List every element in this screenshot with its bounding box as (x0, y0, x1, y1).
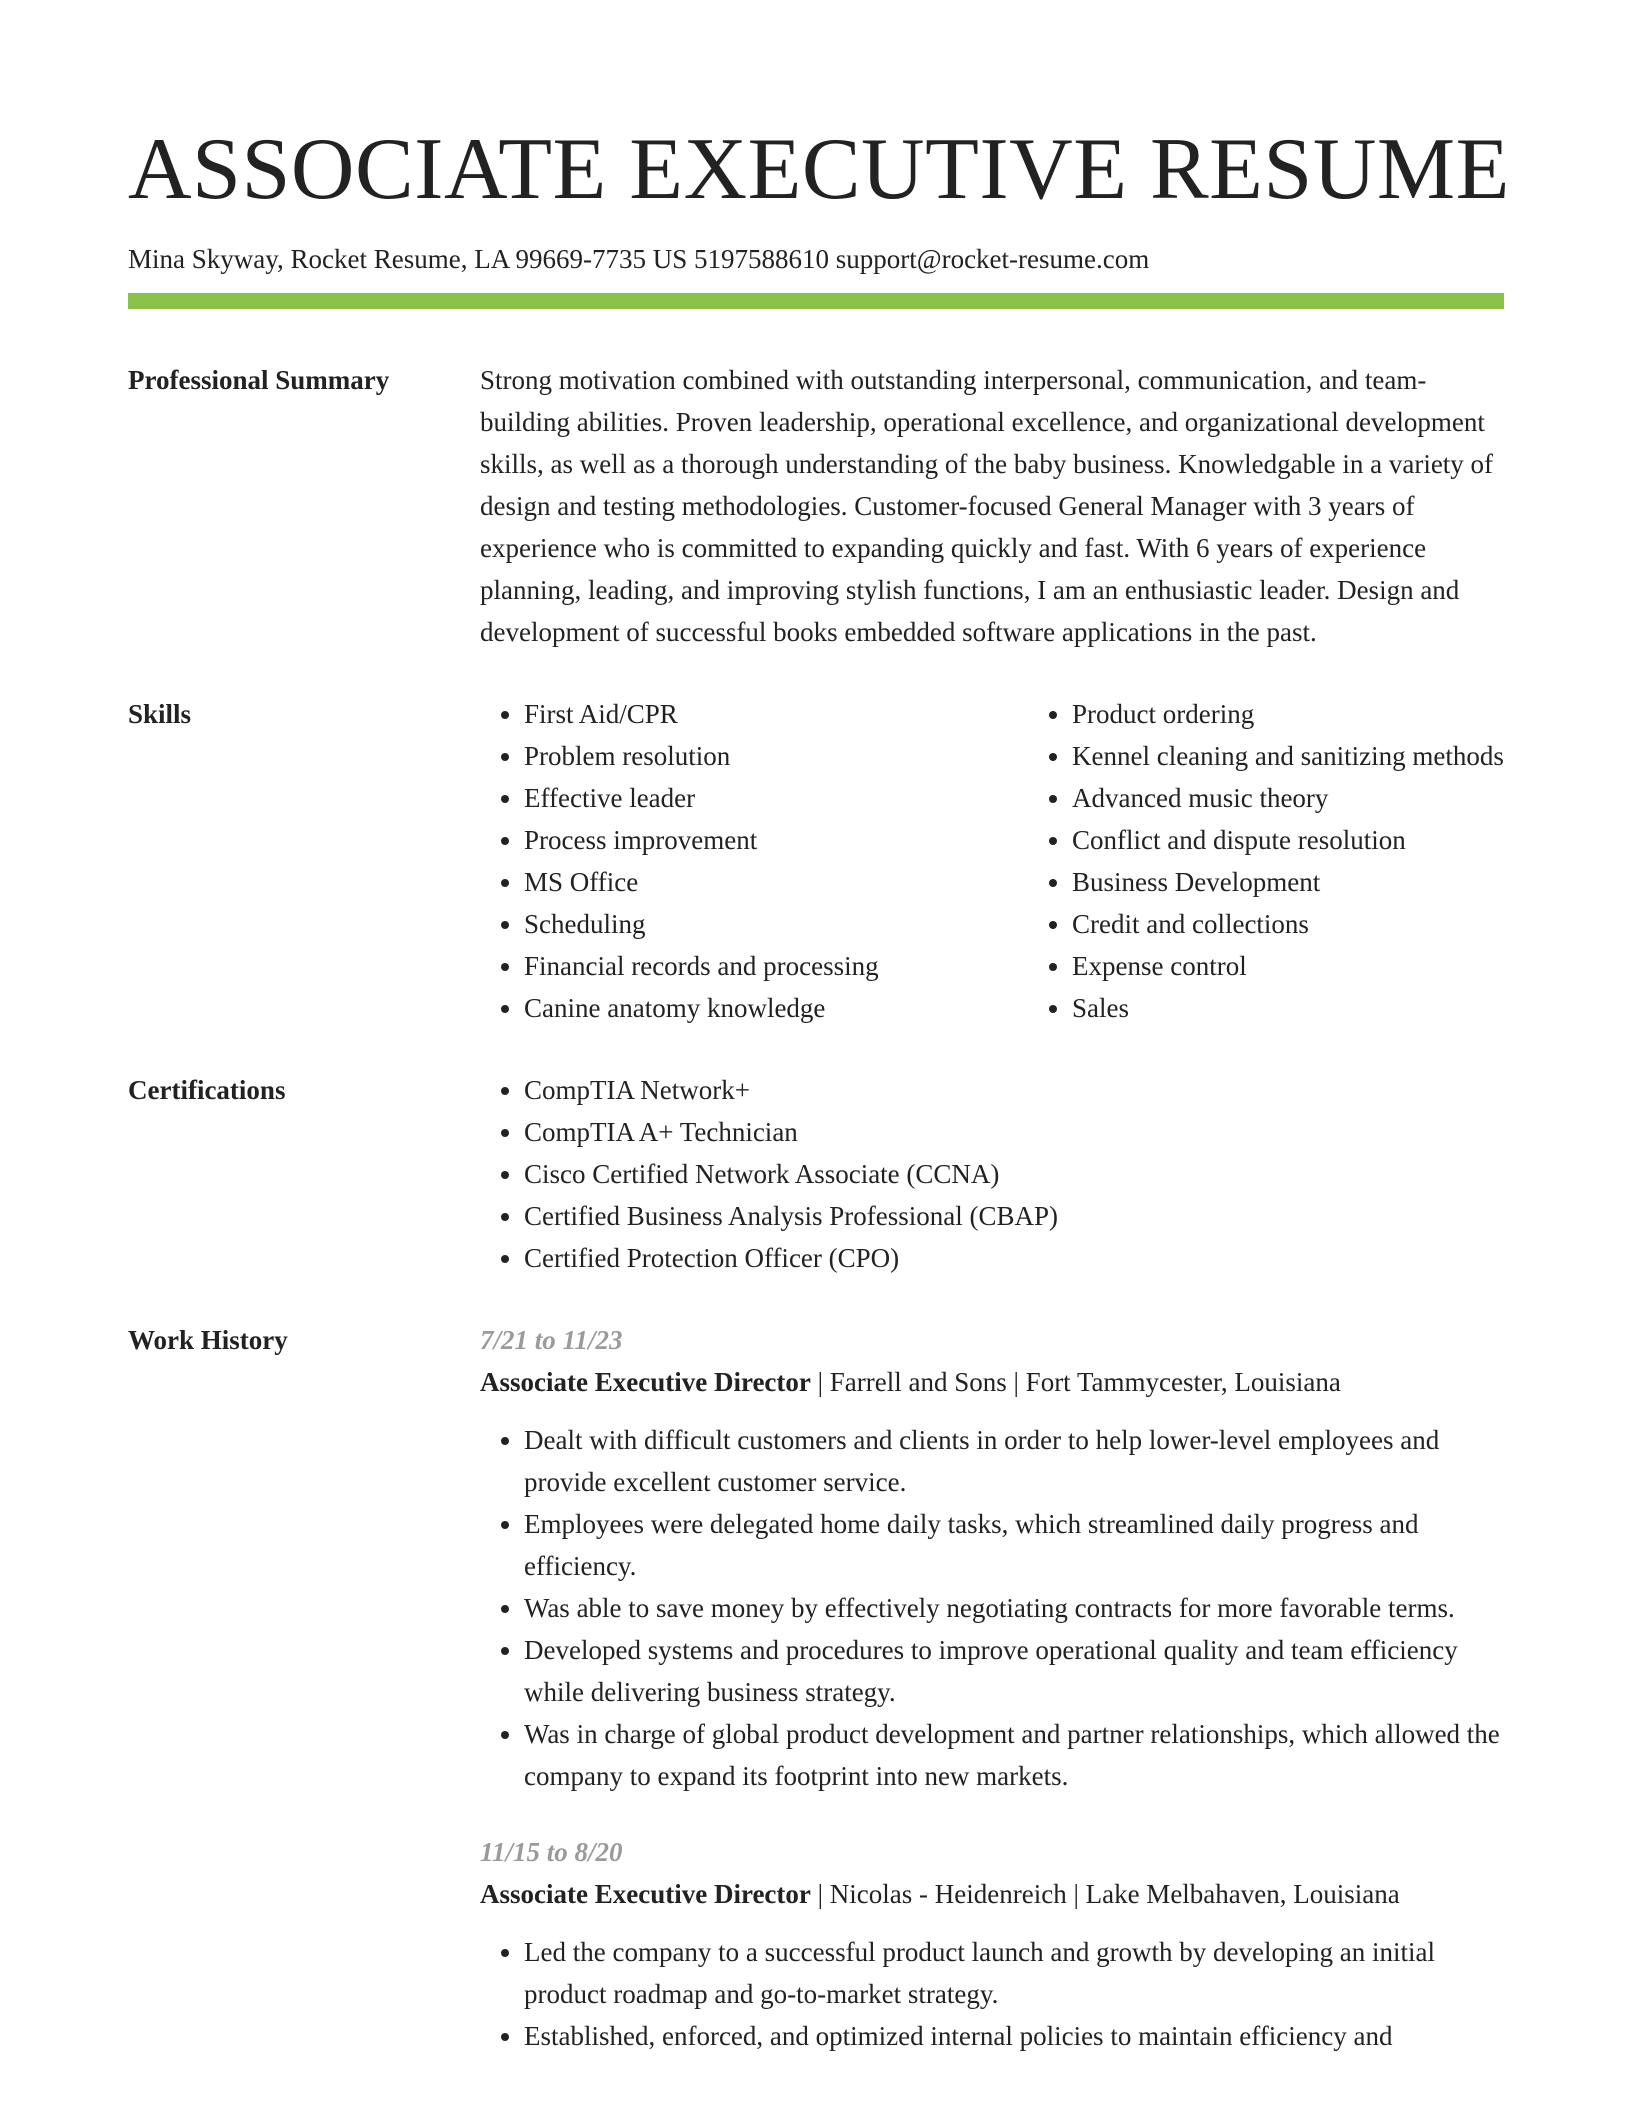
skills-list-right (1028, 693, 1576, 1029)
job-details: | Nicolas - Heidenreich | Lake Melbahaven, Louisiana (810, 1879, 1400, 1909)
skill-item: • Expense control (1072, 945, 1576, 987)
skill-item: • Sales (1072, 987, 1576, 1029)
job-bullet: • Established, enforced, and optimized internal policies to maintain efficiency and (524, 2015, 1504, 2057)
job-bullets (480, 1419, 1504, 1797)
job-bullet: • Led the company to a successful product launch and growth by developing an initial product roadmap and go-to-market strategy. (524, 1931, 1504, 2015)
contact-line: Mina Skyway, Rocket Resume, LA 99669-7735 US 5197588610 support@rocket-resume.com (128, 244, 1150, 274)
skills-list-left (480, 693, 1028, 1029)
job-heading (480, 1361, 1504, 1403)
section-label-work-history: Work History (128, 1325, 288, 1355)
skill-item: • Problem resolution (524, 735, 1028, 777)
job-bullet: • Developed systems and procedures to improve operational quality and team efficiency while delivering business strategy. (524, 1629, 1504, 1713)
certifications-section (128, 1069, 1504, 1279)
skill-item: • Business Development (1072, 861, 1576, 903)
skill-item: • Canine anatomy knowledge (524, 987, 1028, 1029)
accent-divider (128, 293, 1504, 309)
work-history-section (128, 1319, 1504, 2091)
skills-section (128, 693, 1504, 1029)
skill-item: • First Aid/CPR (524, 693, 1028, 735)
certification-item: • Certified Business Analysis Professional (CBAP) (524, 1195, 1504, 1237)
skill-item: • Scheduling (524, 903, 1028, 945)
job-title: Associate Executive Director (480, 1879, 811, 1909)
skill-item: • Process improvement (524, 819, 1028, 861)
job-title: Associate Executive Director (480, 1367, 811, 1397)
job-bullets (480, 1931, 1504, 2057)
job-dates: 7/21 to 11/23 (480, 1325, 623, 1355)
skill-item: • Conflict and dispute resolution (1072, 819, 1576, 861)
job-bullet: • Was able to save money by effectively negotiating contracts for more favorable terms. (524, 1587, 1504, 1629)
skill-item: • Product ordering (1072, 693, 1576, 735)
section-label-summary: Professional Summary (128, 365, 390, 395)
skill-item: • Advanced music theory (1072, 777, 1576, 819)
skill-item: • Effective leader (524, 777, 1028, 819)
job-dates: 11/15 to 8/20 (480, 1837, 623, 1867)
job-heading (480, 1873, 1504, 1915)
certification-item: • CompTIA Network+ (524, 1069, 1504, 1111)
certification-item: • Certified Protection Officer (CPO) (524, 1237, 1504, 1279)
skill-item: • Financial records and processing (524, 945, 1028, 987)
job-entry (480, 1319, 1504, 1797)
skill-item: • Credit and collections (1072, 903, 1576, 945)
job-entry (480, 1831, 1504, 2057)
skill-item: • MS Office (524, 861, 1028, 903)
job-bullet: • Dealt with difficult customers and clients in order to help lower-level employees and provide excellent customer service. (524, 1419, 1504, 1503)
resume-title: ASSOCIATE EXECUTIVE RESUME (128, 121, 1510, 218)
skill-item: • Kennel cleaning and sanitizing methods (1072, 735, 1576, 777)
certifications-list (480, 1069, 1504, 1279)
job-bullet: • Was in charge of global product development and partner relationships, which allowed the company to expand its footprint into new markets. (524, 1713, 1504, 1797)
summary-text: Strong motivation combined with outstanding interpersonal, communication, and team-building abilities. Proven leadership, operational excellence, and organizational development skills, as well as a thorough understanding of the baby business. Knowledgable in a variety of design and testing methodologies. Customer-focused General Manager with 3 years of experience who is committed to expanding quickly and fast. With 6 years of experience planning, leading, and improving stylish functions, I am an enthusiastic leader. Design and development of successful books embedded software applications in the past. (480, 365, 1494, 647)
job-bullet: • Employees were delegated home daily tasks, which streamlined daily progress and efficiency. (524, 1503, 1504, 1587)
resume-page (128, 0, 1510, 2091)
section-label-certifications: Certifications (128, 1075, 286, 1105)
summary-section (128, 359, 1504, 653)
certification-item: • Cisco Certified Network Associate (CCNA) (524, 1153, 1504, 1195)
section-label-skills: Skills (128, 699, 192, 729)
job-details: | Farrell and Sons | Fort Tammycester, Louisiana (810, 1367, 1341, 1397)
certification-item: • CompTIA A+ Technician (524, 1111, 1504, 1153)
